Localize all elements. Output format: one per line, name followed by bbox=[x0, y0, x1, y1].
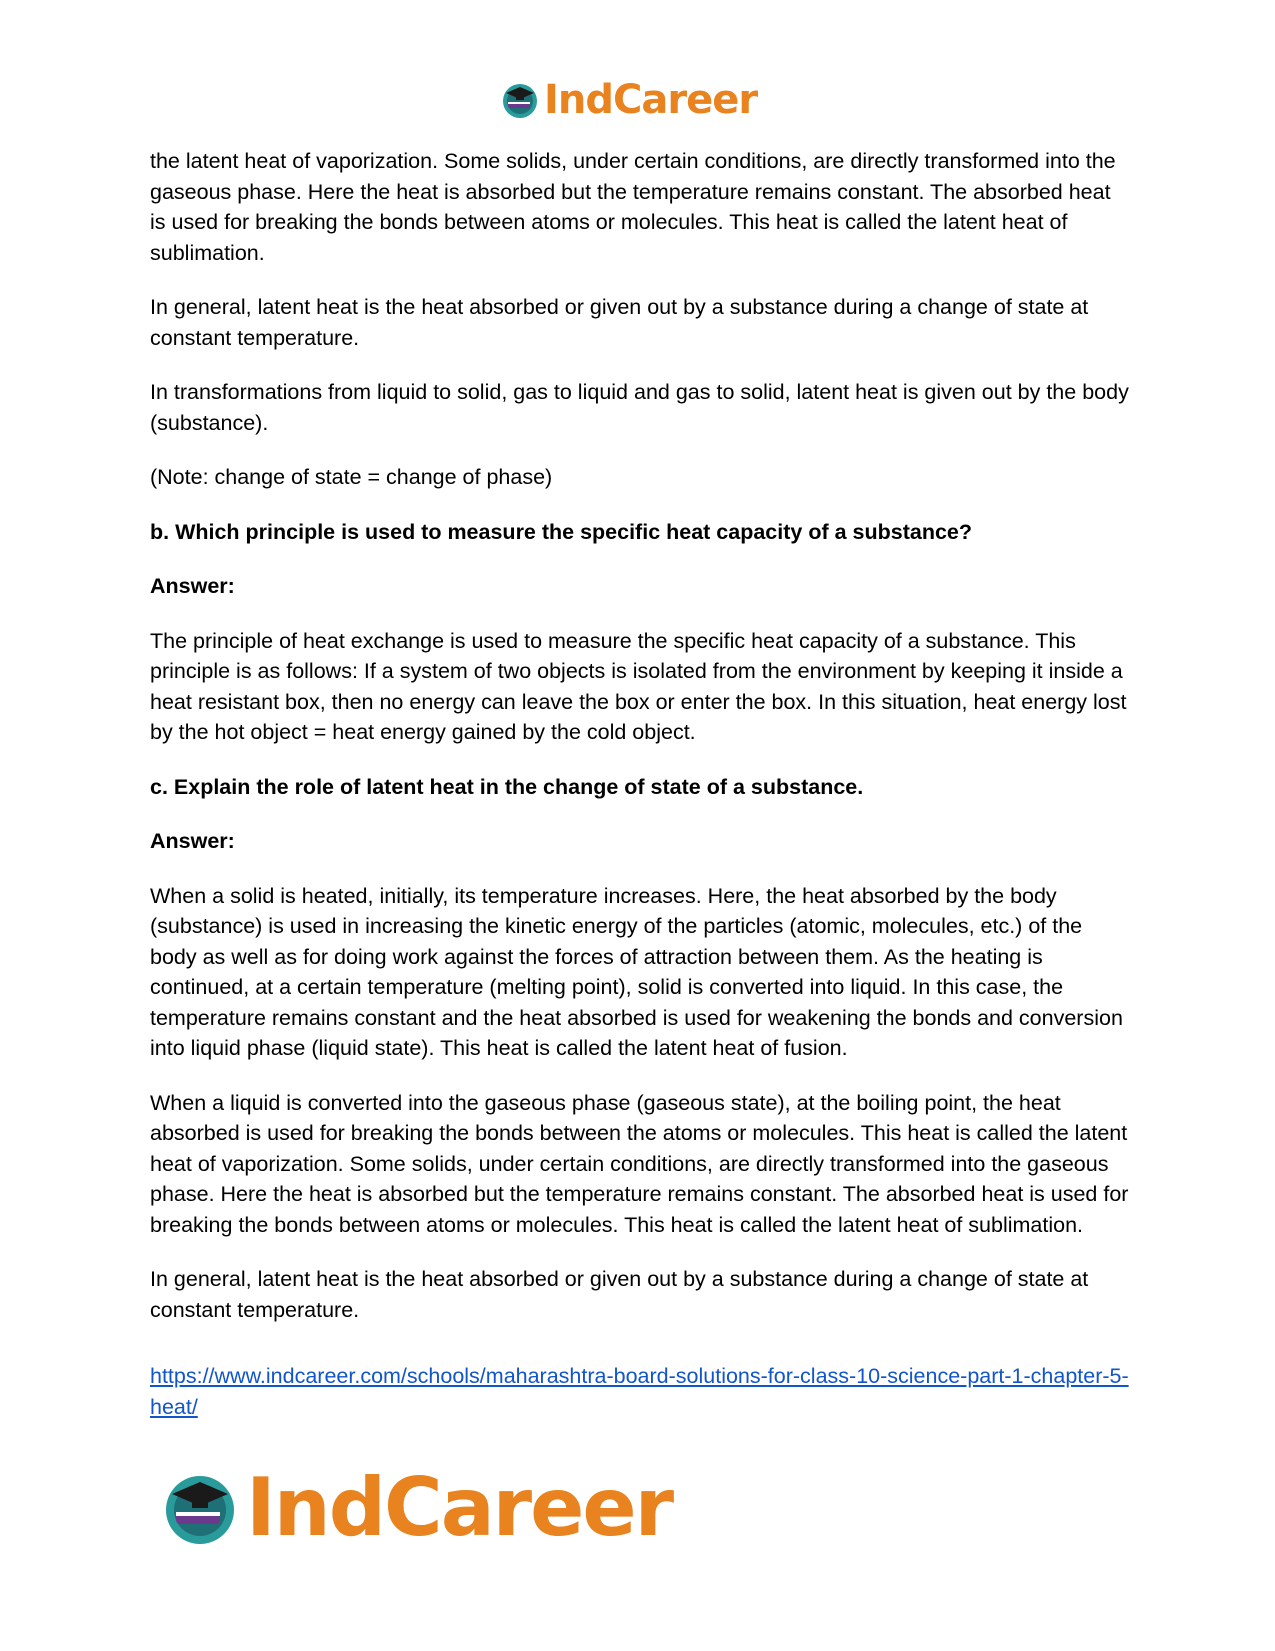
document-body bbox=[150, 146, 1130, 1446]
paragraph: (Note: change of state = change of phase) bbox=[150, 465, 553, 489]
logo-wordmark: IndCareer bbox=[544, 77, 758, 123]
paragraph: When a solid is heated, initially, its temperature increases. Here, the heat absorbed by the body (substance) is used in increasing the kinetic energy of the particles (atomic, molecules, etc.) of the body as well as for doing work against the forces of attraction between them. As the heating is continued, at a certain temperature (melting point), solid is converted into liquid. In this case, the temperature remains constant and the heat absorbed is used for weakening the bonds and conversion into liquid phase (liquid state). This heat is called the latent heat of fusion. bbox=[150, 883, 1123, 1060]
question-heading: b. Which principle is used to measure the specific heat capacity of a substance? bbox=[150, 519, 973, 544]
footer-logo bbox=[160, 1461, 673, 1554]
paragraph: In general, latent heat is the heat absorbed or given out by a substance during a change of state at constant temperature. bbox=[150, 1267, 1089, 1322]
paragraph: When a liquid is converted into the gaseous phase (gaseous state), at the boiling point, the heat absorbed is used for breaking the bonds between the atoms or molecules. This heat is called the latent heat of vaporization. Some solids, under certain conditions, are directly transformed into the gaseous phase. Here the heat is absorbed but the temperature remains constant. The absorbed heat is used for breaking the bonds between atoms or molecules. This heat is called the latent heat of sublimation. bbox=[150, 1090, 1129, 1237]
header-logo bbox=[500, 77, 758, 123]
paragraph: In transformations from liquid to solid, gas to liquid and gas to solid, latent heat is given out by the body (substance). bbox=[150, 380, 1129, 435]
paragraph: In general, latent heat is the heat absorbed or given out by a substance during a change of state at constant temperature. bbox=[150, 295, 1089, 350]
paragraph: The principle of heat exchange is used to measure the specific heat capacity of a substance. This principle is as follows: If a system of two objects is isolated from the environment by keeping it inside a heat resistant box, then no energy can leave the box or enter the box. In this situation, heat energy lost by the hot object = heat energy gained by the cold object. bbox=[150, 628, 1127, 744]
graduation-cap-book-globe-icon bbox=[160, 1468, 240, 1548]
paragraph: the latent heat of vaporization. Some solids, under certain conditions, are directly transformed into the gaseous phase. Here the heat is absorbed but the temperature remains constant. The absorbed heat is used for breaking the bonds between atoms or molecules. This heat is called the latent heat of sublimation. bbox=[150, 149, 1116, 265]
answer-label: Answer: bbox=[150, 574, 235, 598]
logo-wordmark: IndCareer bbox=[246, 1461, 673, 1554]
question-heading: c. Explain the role of latent heat in the change of state of a substance. bbox=[150, 774, 864, 799]
source-link-container bbox=[150, 1361, 1130, 1422]
graduation-cap-book-globe-icon bbox=[500, 80, 540, 120]
source-link[interactable]: https://www.indcareer.com/schools/maharashtra-board-solutions-for-class-10-science-part-1-chapter-5-heat/ bbox=[150, 1364, 1129, 1419]
answer-label: Answer: bbox=[150, 829, 235, 853]
